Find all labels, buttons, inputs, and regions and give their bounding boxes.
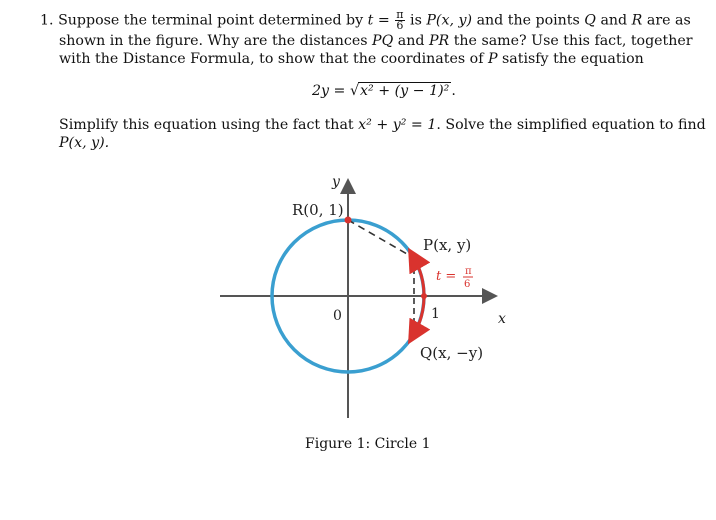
math-unit-circle-eq: x² + y² = 1 (358, 117, 437, 133)
equation-lhs: 2y = (312, 83, 346, 99)
text-segment: and (600, 12, 628, 29)
text-segment: satisfy the equation (502, 51, 644, 67)
point-q (411, 331, 418, 338)
problem-line-1 (40, 10, 691, 31)
arc-t-icon (414, 258, 424, 296)
math-t: t = (367, 12, 390, 29)
circle-diagram (220, 168, 520, 438)
label-point-r: R(0, 1) (292, 201, 344, 219)
point-r (345, 217, 352, 224)
equation-period: . (451, 83, 456, 99)
label-one: 1 (431, 306, 440, 322)
label-t-numerator: π (465, 266, 472, 277)
circle-figure (220, 168, 520, 438)
problem-line-4 (59, 116, 706, 134)
label-x-axis: x (498, 311, 506, 327)
math-pr: PR (428, 33, 450, 49)
label-point-p: P(x, y) (423, 236, 472, 254)
point-p (411, 255, 418, 262)
problem-number: 1. (40, 12, 54, 29)
sqrt-sign: √ (349, 83, 360, 99)
text-segment: Simplify this equation using the fact that (59, 117, 354, 133)
text-segment: is (410, 12, 422, 29)
label-t: t = (436, 269, 457, 284)
label-point-q: Q(x, −y) (420, 344, 484, 362)
text-segment: and (397, 33, 425, 49)
equation-radicand: x² + (y − 1)² (360, 83, 450, 99)
text-segment: are as (646, 12, 691, 29)
math-pq: PQ (372, 33, 394, 49)
text-segment: Suppose the terminal point determined by (58, 12, 364, 29)
fraction-numerator: π (396, 8, 404, 21)
label-origin: 0 (333, 308, 342, 324)
text-segment: the same? Use this fact, together (453, 33, 693, 49)
label-y-axis: y (332, 174, 340, 190)
problem-line-3 (59, 50, 644, 68)
arc-neg-t-icon (414, 296, 424, 334)
math-point-p: P(x, y) (426, 12, 473, 29)
problem-line-5: P(x, y). (59, 135, 110, 151)
point-one (421, 293, 427, 299)
math-q: Q (584, 12, 596, 29)
figure-caption: Figure 1: Circle 1 (305, 436, 431, 452)
fraction-pi-over-6 (395, 10, 404, 31)
problem-line-2 (59, 32, 693, 50)
math-p: P (487, 51, 498, 67)
text-segment: . Solve the simplified equation to find (436, 117, 706, 133)
text-segment: with the Distance Formula, to show that the coordinates of (59, 51, 484, 67)
fraction-denominator: 6 (396, 19, 404, 32)
display-equation (312, 82, 456, 99)
label-t-denominator: 6 (464, 279, 471, 290)
text-segment: and the points (476, 12, 580, 29)
math-r: R (631, 12, 643, 29)
text-segment: shown in the figure. Why are the distances (59, 33, 368, 49)
